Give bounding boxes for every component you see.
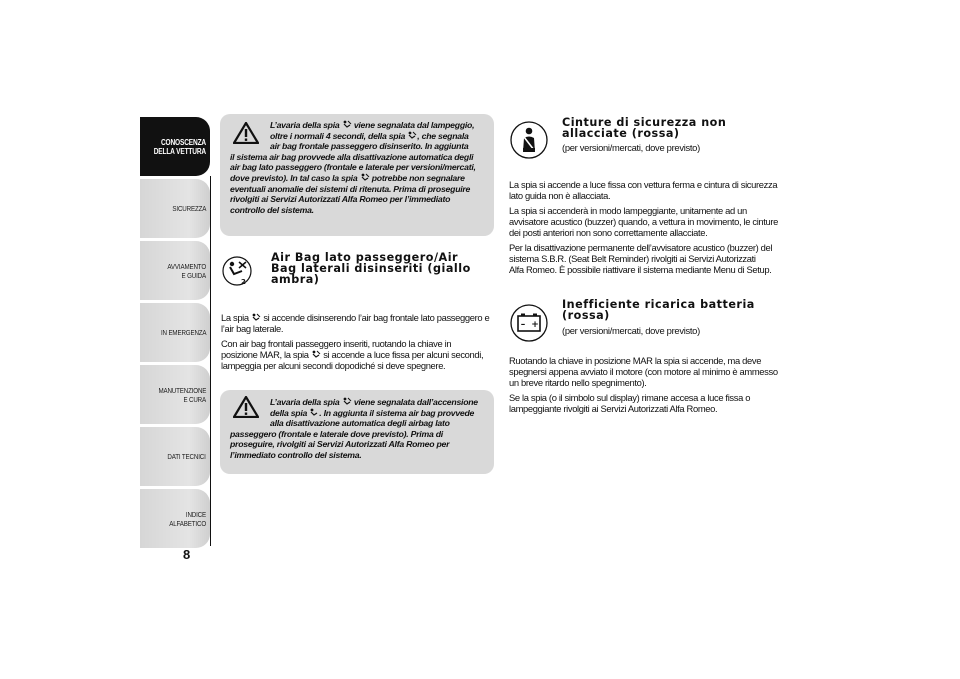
airbag-off-icon — [251, 313, 261, 322]
battery-warning-icon — [509, 303, 549, 343]
airbag-off-icon — [407, 131, 417, 140]
seatbelt-availability-note: (per versioni/mercati, dove previsto) — [562, 142, 700, 153]
tab-sicurezza[interactable]: SICUREZZA — [140, 179, 210, 238]
airbag-passenger-off-icon — [222, 254, 252, 288]
airbag-off-icon — [360, 173, 370, 182]
warning-text-airbag-lamp-fault: L’avaria della spia viene segnalata dall’accensione della spia . In aggiunta il sistema air bag provvede alla disattivazione automatica degli airbag lato passeggero (frontale e laterale dove previsto). Prima di proseguire, rivolgiti ai Servizi Autorizzati Alfa Romeo per l’immediato controllo del sistema. — [230, 397, 478, 460]
airbag-section-body: La spia si accende disinserendo l’air bag frontale lato passeggero e l’air bag laterale. Con air bag frontali passeggero inseriti, ruotando la chiave in posizione MAR, la spia si accende a luce fissa per alcuni secondi, lampeggia per alcuni secondi dopodiché si deve spegnere. — [221, 312, 490, 371]
battery-section-body: Ruotando la chiave in posizione MAR la spia si accende, ma deve spegnersi appena avviato il motore (con motore al minimo è ammesso un breve ritardo nello spegnimento). Se la spia (o il simbolo sul display) rimane accesa a luce fissa o lampeggiante rivolgiti ai Servizi Autorizzati Alfa Romeo. — [509, 355, 778, 414]
battery-availability-note: (per versioni/mercati, dove previsto) — [562, 325, 700, 336]
airbag-off-icon — [342, 120, 352, 129]
section-heading-airbag-passenger: Air Bag lato passeggero/Air Bag laterali disinseriti (giallo ambra) — [271, 251, 471, 286]
tab-conoscenza-della-vettura[interactable]: CONOSCENZA DELLA VETTURA — [140, 117, 210, 176]
airbag-off-icon — [342, 397, 352, 406]
sidebar-divider — [210, 176, 211, 546]
seatbelt-warning-icon — [509, 120, 549, 160]
airbag-off-icon — [311, 350, 321, 359]
page-number: 8 — [183, 547, 191, 562]
section-heading-battery: Inefficiente ricarica batteria (rossa) — [562, 298, 755, 322]
svg-text:2: 2 — [241, 278, 246, 286]
section-heading-seatbelt: Cinture di sicurezza non allacciate (rossa) — [562, 116, 727, 140]
seatbelt-section-body: La spia si accende a luce fissa con vettura ferma e cintura di sicurezza lato guida non è allacciata. La spia si accenderà in modo lampeggiante, unitamente ad un avvisatore acustico (buzzer) quando, a vettura in movimento, le cinture dei posti anteriori non sono correttamente allacciate. Per la disattivazione permanente dell’avvisatore acustico (buzzer) del sistema S.B.R. (Seat Belt Reminder) rivolgiti ai Servizi Autorizzati Alfa Romeo. È possibile riattivare il sistema mediante Menu di Setup. — [509, 179, 779, 275]
tab-in-emergenza[interactable]: IN EMERGENZA — [140, 303, 210, 362]
battery-minus-label: – — [520, 320, 526, 330]
tab-manutenzione-e-cura[interactable]: MANUTENZIONE E CURA — [140, 365, 210, 424]
battery-plus-label: + — [531, 320, 539, 330]
tab-avviamento-e-guida[interactable]: AVVIAMENTO E GUIDA — [140, 241, 210, 300]
tab-dati-tecnici[interactable]: DATI TECNICI — [140, 427, 210, 486]
warning-text-airbag-fault: L’avaria della spia viene segnalata dal lampeggio, oltre i normali 4 secondi, della spia , che segnala air bag frontale passeggero disinserito. In aggiunta il sistema air bag provvede alla disattivazione automatica degli air bag lato passeggero (frontale e laterale per versioni/mercati, dove previsto). In tal caso la spia potrebbe non segnalare eventuali anomalie dei sistemi di ritenuta. Prima di proseguire rivolgiti ai Servizi Autorizzati Alfa Romeo per l’immediato controllo del sistema. — [230, 120, 476, 215]
tab-indice-alfabetico[interactable]: INDICE ALFABETICO — [140, 489, 210, 548]
airbag-icon — [309, 408, 319, 417]
